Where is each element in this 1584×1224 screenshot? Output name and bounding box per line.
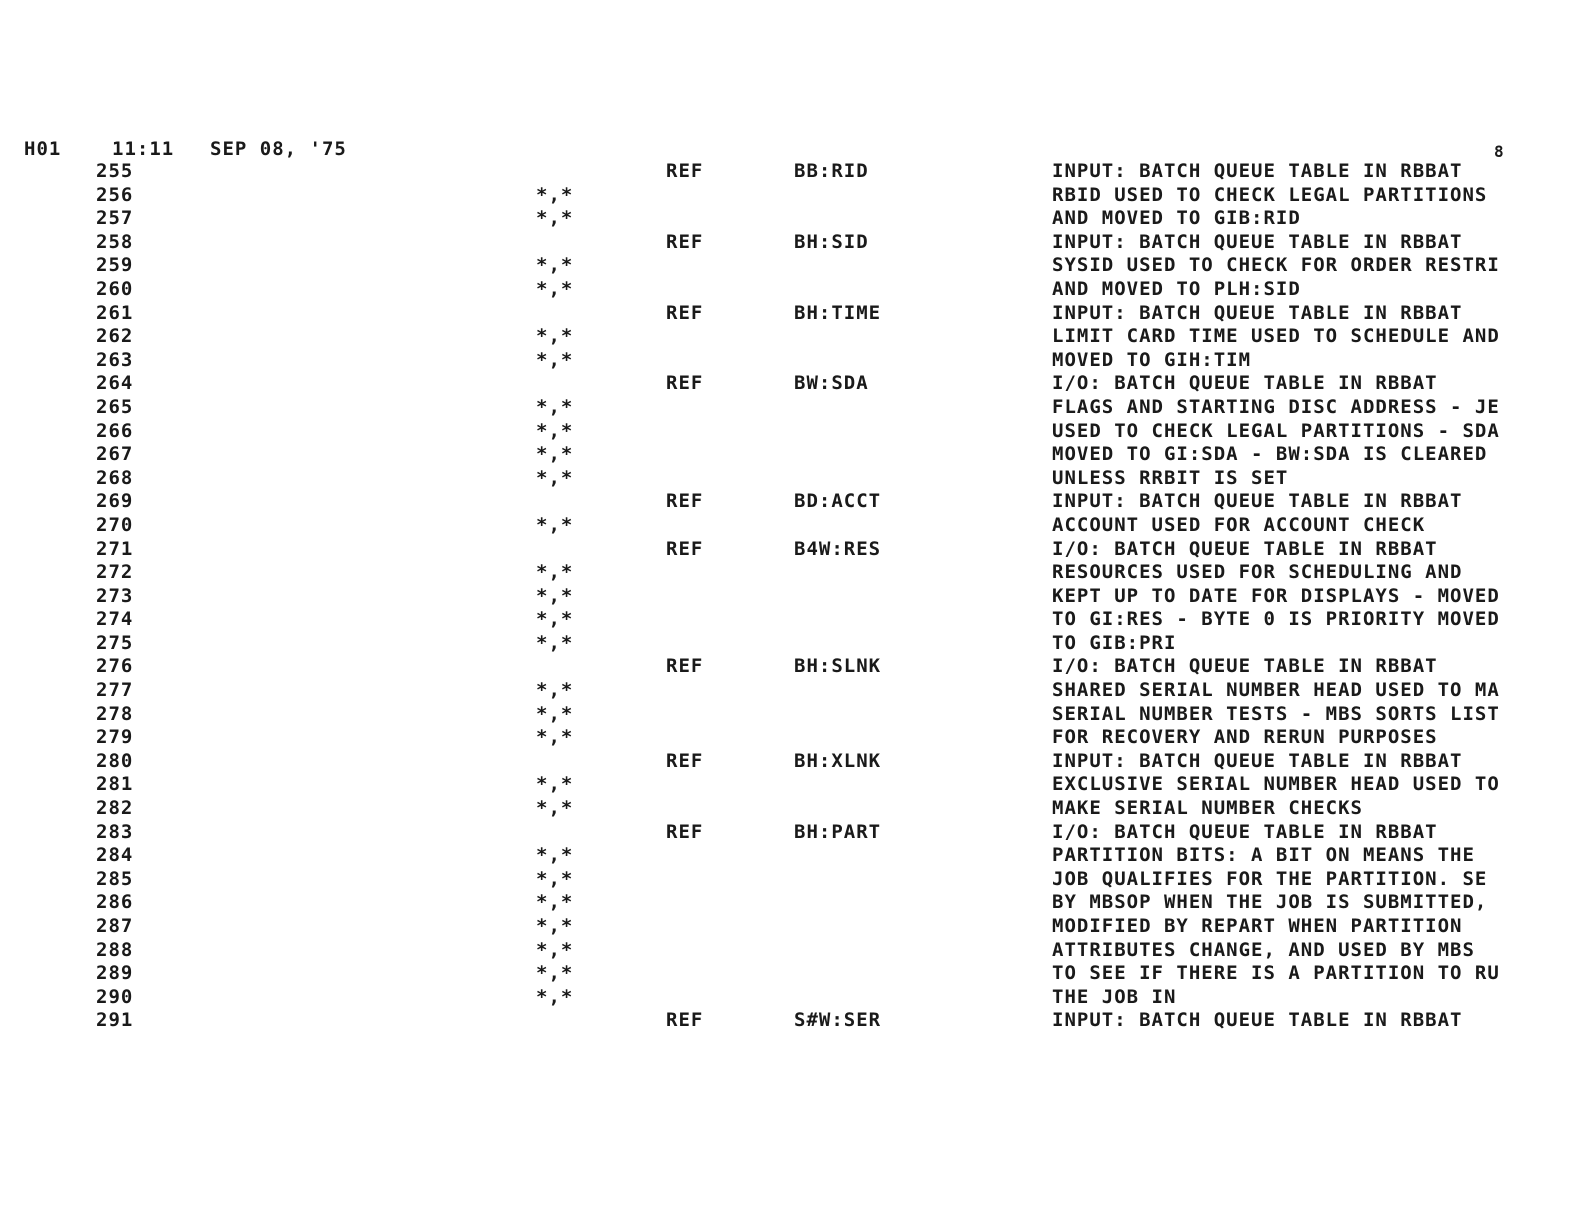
comment-text: INPUT: BATCH QUEUE TABLE IN RBBAT (1052, 1009, 1463, 1032)
line-number: 267 (96, 443, 134, 466)
line-number: 285 (96, 867, 134, 890)
operation: REF (666, 537, 704, 560)
comment-text: MAKE SERIAL NUMBER CHECKS (1052, 797, 1363, 820)
page-number: 8 (1494, 142, 1505, 161)
comment-text: I/O: BATCH QUEUE TABLE IN RBBAT (1052, 655, 1438, 678)
line-number: 290 (96, 985, 134, 1008)
listing-row (0, 797, 1584, 821)
listing-row (0, 349, 1584, 373)
listing-row (0, 939, 1584, 963)
line-number: 280 (96, 749, 134, 772)
line-number: 269 (96, 490, 134, 513)
comment-text: USED TO CHECK LEGAL PARTITIONS - SDA (1052, 419, 1500, 442)
operation: REF (666, 1009, 704, 1032)
listing-lines (0, 160, 1584, 1033)
listing-row (0, 750, 1584, 774)
line-number: 288 (96, 938, 134, 961)
continuation-mark: *,* (536, 726, 574, 749)
line-number: 284 (96, 844, 134, 867)
line-number: 276 (96, 655, 134, 678)
listing-row (0, 372, 1584, 396)
listing-row (0, 302, 1584, 326)
listing-row (0, 467, 1584, 491)
line-number: 271 (96, 537, 134, 560)
comment-text: INPUT: BATCH QUEUE TABLE IN RBBAT (1052, 490, 1463, 513)
continuation-mark: *,* (536, 773, 574, 796)
comment-text: ATTRIBUTES CHANGE, AND USED BY MBS (1052, 938, 1475, 961)
listing-date: SEP 08, '75 (210, 138, 347, 160)
listing-time: 11:11 (112, 138, 175, 160)
line-number: 278 (96, 702, 134, 725)
symbol-name: BW:SDA (794, 372, 869, 395)
continuation-mark: *,* (536, 466, 574, 489)
listing-row (0, 821, 1584, 845)
comment-text: THE JOB IN (1052, 985, 1177, 1008)
continuation-mark: *,* (536, 254, 574, 277)
symbol-name: BH:TIME (794, 301, 882, 324)
listing-row (0, 844, 1584, 868)
line-number: 268 (96, 466, 134, 489)
line-number: 281 (96, 773, 134, 796)
listing-row (0, 915, 1584, 939)
listing-row (0, 655, 1584, 679)
comment-text: INPUT: BATCH QUEUE TABLE IN RBBAT (1052, 160, 1463, 182)
listing-row (0, 325, 1584, 349)
comment-text: PARTITION BITS: A BIT ON MEANS THE (1052, 844, 1475, 867)
line-number: 279 (96, 726, 134, 749)
listing-row (0, 868, 1584, 892)
listing-row (0, 773, 1584, 797)
continuation-mark: *,* (536, 985, 574, 1008)
continuation-mark: *,* (536, 844, 574, 867)
listing-row (0, 608, 1584, 632)
listing-row (0, 561, 1584, 585)
line-number: 266 (96, 419, 134, 442)
line-number: 289 (96, 962, 134, 985)
listing-row (0, 443, 1584, 467)
line-number: 260 (96, 277, 134, 300)
line-number: 275 (96, 631, 134, 654)
line-number: 258 (96, 230, 134, 253)
continuation-mark: *,* (536, 679, 574, 702)
continuation-mark: *,* (536, 867, 574, 890)
continuation-mark: *,* (536, 797, 574, 820)
line-number: 261 (96, 301, 134, 324)
line-number: 273 (96, 584, 134, 607)
line-number: 283 (96, 820, 134, 843)
symbol-name: BD:ACCT (794, 490, 882, 513)
listing-row (0, 490, 1584, 514)
continuation-mark: *,* (536, 962, 574, 985)
listing-id: H01 (24, 138, 62, 160)
comment-text: FLAGS AND STARTING DISC ADDRESS - JE (1052, 395, 1500, 418)
listing-row (0, 585, 1584, 609)
continuation-mark: *,* (536, 631, 574, 654)
continuation-mark: *,* (536, 443, 574, 466)
operation: REF (666, 230, 704, 253)
comment-text: TO GIB:PRI (1052, 631, 1177, 654)
operation: REF (666, 655, 704, 678)
line-number: 286 (96, 891, 134, 914)
continuation-mark: *,* (536, 561, 574, 584)
comment-text: I/O: BATCH QUEUE TABLE IN RBBAT (1052, 820, 1438, 843)
symbol-name: BH:XLNK (794, 749, 882, 772)
continuation-mark: *,* (536, 395, 574, 418)
line-number: 262 (96, 325, 134, 348)
line-number: 291 (96, 1009, 134, 1032)
symbol-name: BB:RID (794, 160, 869, 182)
line-number: 272 (96, 561, 134, 584)
line-number: 257 (96, 207, 134, 230)
listing-row (0, 962, 1584, 986)
continuation-mark: *,* (536, 608, 574, 631)
listing-row (0, 726, 1584, 750)
operation: REF (666, 160, 704, 182)
listing-row (0, 538, 1584, 562)
operation: REF (666, 301, 704, 324)
comment-text: KEPT UP TO DATE FOR DISPLAYS - MOVED (1052, 584, 1500, 607)
symbol-name: B4W:RES (794, 537, 882, 560)
listing-header (0, 138, 1584, 162)
line-number: 287 (96, 915, 134, 937)
listing-row (0, 1009, 1584, 1033)
comment-text: UNLESS RRBIT IS SET (1052, 466, 1289, 489)
continuation-mark: *,* (536, 419, 574, 442)
comment-text: LIMIT CARD TIME USED TO SCHEDULE AND (1052, 325, 1500, 348)
symbol-name: BH:PART (794, 820, 882, 843)
listing-row (0, 679, 1584, 703)
continuation-mark: *,* (536, 348, 574, 371)
listing-row (0, 514, 1584, 538)
line-number: 270 (96, 513, 134, 536)
symbol-name: BH:SLNK (794, 655, 882, 678)
listing-row (0, 231, 1584, 255)
line-number: 274 (96, 608, 134, 631)
listing-row (0, 207, 1584, 231)
line-number: 263 (96, 348, 134, 371)
continuation-mark: *,* (536, 702, 574, 725)
comment-text: MOVED TO GI:SDA - BW:SDA IS CLEARED (1052, 443, 1488, 466)
continuation-mark: *,* (536, 277, 574, 300)
comment-text: INPUT: BATCH QUEUE TABLE IN RBBAT (1052, 301, 1463, 324)
symbol-name: BH:SID (794, 230, 869, 253)
symbol-name: S#W:SER (794, 1009, 882, 1032)
comment-text: BY MBSOP WHEN THE JOB IS SUBMITTED, (1052, 891, 1488, 914)
operation: REF (666, 372, 704, 395)
listing-row (0, 986, 1584, 1010)
continuation-mark: *,* (536, 938, 574, 961)
comment-text: ACCOUNT USED FOR ACCOUNT CHECK (1052, 513, 1426, 536)
comment-text: INPUT: BATCH QUEUE TABLE IN RBBAT (1052, 230, 1463, 253)
comment-text: I/O: BATCH QUEUE TABLE IN RBBAT (1052, 537, 1438, 560)
listing-row (0, 396, 1584, 420)
comment-text: AND MOVED TO GIB:RID (1052, 207, 1301, 230)
continuation-mark: *,* (536, 915, 574, 937)
continuation-mark: *,* (536, 584, 574, 607)
comment-text: JOB QUALIFIES FOR THE PARTITION. SE (1052, 867, 1488, 890)
comment-text: TO SEE IF THERE IS A PARTITION TO RU (1052, 962, 1500, 985)
line-number: 256 (96, 183, 134, 206)
comment-text: TO GI:RES - BYTE 0 IS PRIORITY MOVED (1052, 608, 1500, 631)
line-number: 282 (96, 797, 134, 820)
line-number: 265 (96, 395, 134, 418)
comment-text: EXCLUSIVE SERIAL NUMBER HEAD USED TO (1052, 773, 1500, 796)
comment-text: I/O: BATCH QUEUE TABLE IN RBBAT (1052, 372, 1438, 395)
continuation-mark: *,* (536, 325, 574, 348)
comment-text: INPUT: BATCH QUEUE TABLE IN RBBAT (1052, 749, 1463, 772)
listing-row (0, 632, 1584, 656)
comment-text: AND MOVED TO PLH:SID (1052, 277, 1301, 300)
comment-text: SYSID USED TO CHECK FOR ORDER RESTRI (1052, 254, 1500, 277)
comment-text: MODIFIED BY REPART WHEN PARTITION (1052, 915, 1463, 937)
comment-text: FOR RECOVERY AND RERUN PURPOSES (1052, 726, 1438, 749)
listing-row (0, 278, 1584, 302)
line-number: 255 (96, 160, 134, 182)
line-number: 264 (96, 372, 134, 395)
listing-row (0, 160, 1584, 184)
comment-text: RESOURCES USED FOR SCHEDULING AND (1052, 561, 1463, 584)
listing-row (0, 254, 1584, 278)
continuation-mark: *,* (536, 207, 574, 230)
line-number: 259 (96, 254, 134, 277)
continuation-mark: *,* (536, 513, 574, 536)
continuation-mark: *,* (536, 183, 574, 206)
comment-text: SERIAL NUMBER TESTS - MBS SORTS LIST (1052, 702, 1500, 725)
listing-row (0, 184, 1584, 208)
listing-row (0, 891, 1584, 915)
comment-text: SHARED SERIAL NUMBER HEAD USED TO MA (1052, 679, 1500, 702)
operation: REF (666, 749, 704, 772)
operation: REF (666, 820, 704, 843)
continuation-mark: *,* (536, 891, 574, 914)
line-number: 277 (96, 679, 134, 702)
comment-text: RBID USED TO CHECK LEGAL PARTITIONS (1052, 183, 1488, 206)
listing-row (0, 703, 1584, 727)
comment-text: MOVED TO GIH:TIM (1052, 348, 1252, 371)
operation: REF (666, 490, 704, 513)
listing-row (0, 420, 1584, 444)
